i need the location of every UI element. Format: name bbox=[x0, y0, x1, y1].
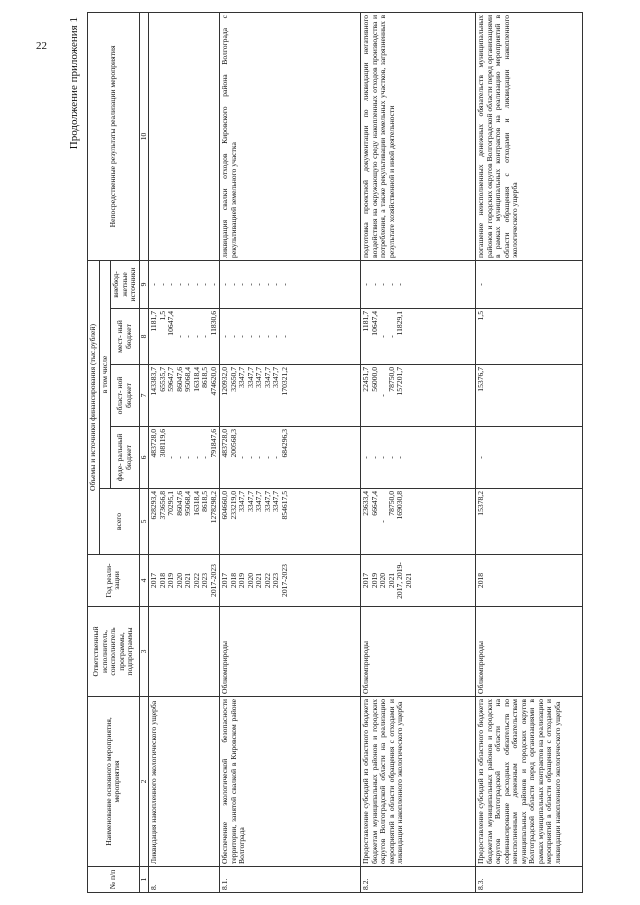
value: - bbox=[279, 335, 289, 338]
measure-name: Предоставление субсидий из областного бюджета бюджетам муниципальных районов и городских округов Волгоградской области на реализацию мероприятий в области обращения с отходами и ликвидации накопленного экологического ущерба bbox=[361, 697, 476, 867]
value: - bbox=[254, 335, 263, 338]
local-cell bbox=[361, 309, 476, 365]
appendix-label: Продолжение приложения 1 bbox=[68, 17, 80, 150]
value: - bbox=[183, 283, 192, 286]
value: 23633,4 bbox=[361, 491, 370, 516]
value: 11830,6 bbox=[208, 311, 218, 336]
value: - bbox=[476, 456, 485, 459]
value: 15378,2 bbox=[476, 491, 485, 516]
value: 120932,0 bbox=[220, 367, 229, 396]
value: - bbox=[361, 283, 370, 286]
value: - bbox=[476, 283, 485, 286]
value: - bbox=[361, 456, 370, 459]
header-no: № п/п bbox=[88, 867, 140, 893]
value: - bbox=[174, 283, 184, 286]
value: 95068,4 bbox=[183, 491, 192, 516]
local-cell bbox=[476, 309, 583, 365]
regional-cell bbox=[361, 365, 476, 427]
local-cell bbox=[220, 309, 361, 365]
value: 3347,7 bbox=[237, 367, 246, 388]
value: - bbox=[386, 335, 396, 338]
regional-cell bbox=[149, 365, 220, 427]
year: 2019 bbox=[237, 572, 246, 589]
header-extra: внебюд- жетные источники bbox=[111, 260, 140, 308]
header-year: Год реали- зации bbox=[88, 555, 140, 607]
value: 1,5 bbox=[157, 311, 167, 321]
year: 2017 bbox=[361, 572, 370, 589]
executor: Облкомприроды bbox=[361, 607, 476, 697]
column-number: 4 bbox=[139, 555, 149, 607]
year: 2020 bbox=[174, 572, 184, 589]
value: - bbox=[245, 335, 255, 338]
value: 95068,4 bbox=[183, 367, 192, 392]
year: 2018 bbox=[157, 572, 167, 589]
extra-cell bbox=[149, 260, 220, 308]
value: - bbox=[149, 283, 158, 286]
value: 1181,7 bbox=[361, 311, 370, 332]
measure-name: Обеспечение экологической безопасности территории, занятой свалкой в Кировском районе Волгограда bbox=[220, 697, 361, 867]
year: 2023 bbox=[271, 572, 280, 589]
value: - bbox=[191, 335, 201, 338]
value: 78750,0 bbox=[386, 491, 396, 516]
result: ликвидация свалки отходов Кировского района Волгограда с рекультивацией земельного участка bbox=[220, 12, 361, 260]
header-total: всего bbox=[99, 489, 139, 555]
value: - bbox=[262, 456, 272, 459]
year: 2017-2023 bbox=[208, 564, 218, 597]
result: погашение неисполненных денежных обязательств муниципальных районов и городских округов Волгоградской области перед организациями в рамках муниципальных контрактов на реализацию мероприятий в области обращения с отходами и ликвидации накопленного экологического ущерба bbox=[476, 12, 583, 260]
value: 10647,4 bbox=[166, 311, 175, 336]
value: 684296,3 bbox=[279, 429, 289, 458]
value: 3347,7 bbox=[271, 367, 280, 388]
column-number: 6 bbox=[139, 427, 149, 489]
value: - bbox=[395, 283, 404, 286]
regional-cell bbox=[476, 365, 583, 427]
row-number: 8.3. bbox=[476, 867, 583, 893]
value: 11829,1 bbox=[395, 311, 404, 336]
value: - bbox=[245, 456, 255, 459]
value: - bbox=[245, 283, 255, 286]
value: 483728,0 bbox=[220, 429, 229, 458]
column-number: 7 bbox=[139, 365, 149, 427]
value: 474620,0 bbox=[208, 367, 218, 396]
year: 2021 bbox=[183, 572, 192, 589]
header-including: в том числе bbox=[99, 260, 111, 488]
value: 373656,8 bbox=[157, 491, 167, 520]
column-number: 8 bbox=[139, 309, 149, 365]
value: - bbox=[183, 456, 192, 459]
result: подготовка проектной документации по ликвидации негативного воздействия на окружающую среду накопленных отходов производства и потребления, а также рекультивации земельных участков, загрязненных в результате хозяйственной и иной деятельности bbox=[361, 12, 476, 260]
column-number: 2 bbox=[139, 697, 149, 867]
years-cell bbox=[476, 555, 583, 607]
column-number: 10 bbox=[139, 12, 149, 260]
value: - bbox=[262, 335, 272, 338]
measure-name: Ликвидация накопленного экологического ущерба bbox=[149, 697, 220, 867]
value: - bbox=[237, 335, 246, 338]
years-cell bbox=[220, 555, 361, 607]
header-regional: област- ной бюджет bbox=[111, 365, 140, 427]
column-number: 1 bbox=[139, 867, 149, 893]
federal-cell bbox=[476, 427, 583, 489]
value: 791847,6 bbox=[208, 429, 218, 458]
executor: Облкомприроды bbox=[220, 607, 361, 697]
table-row bbox=[149, 12, 220, 892]
result bbox=[149, 12, 220, 260]
value: 1181,7 bbox=[149, 311, 158, 332]
value: 157201,7 bbox=[395, 367, 404, 396]
value: - bbox=[183, 335, 192, 338]
value: - bbox=[279, 283, 289, 286]
value: 86047,6 bbox=[174, 367, 184, 392]
column-number: 5 bbox=[139, 489, 149, 555]
value: - bbox=[220, 335, 229, 338]
rotated-page-content bbox=[65, 13, 625, 893]
value: - bbox=[228, 283, 238, 286]
value: - bbox=[157, 283, 167, 286]
year: 2018 bbox=[476, 572, 485, 589]
year: 2017 bbox=[220, 572, 229, 589]
column-number: 9 bbox=[139, 260, 149, 308]
value: 604660,0 bbox=[220, 491, 229, 520]
header-results: Непосредственные результаты реализации мероприятия bbox=[88, 12, 140, 260]
federal-cell bbox=[361, 427, 476, 489]
value: 3347,7 bbox=[262, 491, 272, 512]
extra-cell bbox=[476, 260, 583, 308]
value: 483728,0 bbox=[149, 429, 158, 458]
value: 59647,7 bbox=[166, 367, 175, 392]
value: - bbox=[378, 520, 387, 523]
value: - bbox=[386, 456, 396, 459]
value: - bbox=[369, 456, 379, 459]
year: 2020 bbox=[245, 572, 255, 589]
page-number: 22 bbox=[36, 40, 47, 52]
value: 3347,7 bbox=[271, 491, 280, 512]
value: - bbox=[395, 456, 404, 459]
financing-table bbox=[87, 12, 583, 893]
value: - bbox=[208, 283, 218, 286]
value: 1278298,2 bbox=[208, 491, 218, 524]
value: 10647,4 bbox=[369, 311, 379, 336]
value: 854617,5 bbox=[279, 491, 289, 520]
year: 2023 bbox=[200, 572, 209, 589]
value: - bbox=[200, 335, 209, 338]
value: - bbox=[262, 283, 272, 286]
years-cell bbox=[149, 555, 220, 607]
total-cell bbox=[149, 489, 220, 555]
value: 15376,7 bbox=[476, 367, 485, 392]
years-cell bbox=[361, 555, 476, 607]
value: - bbox=[166, 456, 175, 459]
value: - bbox=[254, 456, 263, 459]
table-row bbox=[361, 12, 476, 892]
total-cell bbox=[476, 489, 583, 555]
value: - bbox=[174, 335, 184, 338]
value: 169030,8 bbox=[395, 491, 404, 520]
year: 2019 bbox=[369, 572, 379, 589]
value: - bbox=[220, 283, 229, 286]
value: 200568,3 bbox=[228, 429, 238, 458]
value: - bbox=[237, 283, 246, 286]
value: 86047,6 bbox=[174, 491, 184, 516]
value: - bbox=[200, 456, 209, 459]
value: 3347,7 bbox=[254, 367, 263, 388]
value: - bbox=[378, 456, 387, 459]
header-volumes: Объемы и источники финансирования (тыс.рублей) bbox=[88, 260, 100, 554]
header-local: мест- ный бюджет bbox=[111, 309, 140, 365]
value: - bbox=[378, 335, 387, 338]
value: - bbox=[271, 283, 280, 286]
value: 3347,7 bbox=[262, 367, 272, 388]
value: - bbox=[378, 283, 387, 286]
year: 2021 bbox=[254, 572, 263, 589]
executor bbox=[149, 607, 220, 697]
table-row bbox=[476, 12, 583, 892]
value: 22451,7 bbox=[361, 367, 370, 392]
value: 3347,7 bbox=[245, 367, 255, 388]
value: 3347,7 bbox=[237, 491, 246, 512]
column-number: 3 bbox=[139, 607, 149, 697]
value: 56000,0 bbox=[369, 367, 379, 392]
header-executor: Ответственный исполнитель, соисполнитель программы, подпрограммы bbox=[88, 607, 140, 697]
header-row-1 bbox=[88, 12, 100, 892]
total-cell bbox=[220, 489, 361, 555]
year: 2022 bbox=[191, 572, 201, 589]
year: 2017 bbox=[149, 572, 158, 589]
value: - bbox=[386, 283, 396, 286]
value: 308119,6 bbox=[157, 429, 167, 458]
year: 2022 bbox=[262, 572, 272, 589]
value: 32650,7 bbox=[228, 367, 238, 392]
measure-name: Предоставление субсидий из областного бюджета бюджетам муниципальных районов и городских округов Волгоградской области на софинансирование расходных обязательств по неисполненным денежным обязательствам муниципальных районов и городских округов Волгоградской области перед организациями в рамках муниципальных контрактов на реализацию мероприятий в области обращения с отходами и ликвидации накопленного экологического ущерба bbox=[476, 697, 583, 867]
value: - bbox=[191, 283, 201, 286]
executor: Облкомприроды bbox=[476, 607, 583, 697]
value: - bbox=[271, 335, 280, 338]
value: 233219,0 bbox=[228, 491, 238, 520]
value: - bbox=[369, 283, 379, 286]
value: 70295,1 bbox=[166, 491, 175, 516]
extra-cell bbox=[220, 260, 361, 308]
value: 16318,4 bbox=[191, 367, 201, 392]
value: - bbox=[166, 283, 175, 286]
regional-cell bbox=[220, 365, 361, 427]
value: - bbox=[237, 456, 246, 459]
value: 78750,0 bbox=[386, 367, 396, 392]
total-cell bbox=[361, 489, 476, 555]
value: - bbox=[254, 283, 263, 286]
local-cell bbox=[149, 309, 220, 365]
column-number-row bbox=[139, 12, 149, 892]
value: 628293,4 bbox=[149, 491, 158, 520]
row-number: 8.1. bbox=[220, 867, 361, 893]
value: - bbox=[271, 456, 280, 459]
value: - bbox=[174, 456, 184, 459]
row-number: 8. bbox=[149, 867, 220, 893]
header-name: Наименование основного мероприятия, мероприятия bbox=[88, 697, 140, 867]
value: - bbox=[191, 456, 201, 459]
value: - bbox=[228, 335, 238, 338]
year: 2017-2023 bbox=[279, 564, 289, 597]
value: 8618,5 bbox=[200, 367, 209, 388]
year: 2020 bbox=[378, 572, 387, 589]
table-row bbox=[220, 12, 361, 892]
year: 2019 bbox=[166, 572, 175, 589]
value: 170321,2 bbox=[279, 367, 289, 396]
value: 16318,4 bbox=[191, 491, 201, 516]
year: 2017, 2019-2021 bbox=[395, 562, 413, 599]
header-federal: феде- ральный бюджет bbox=[111, 427, 140, 489]
federal-cell bbox=[220, 427, 361, 489]
value: 65535,7 bbox=[157, 367, 167, 392]
value: - bbox=[378, 394, 387, 397]
row-number: 8.2. bbox=[361, 867, 476, 893]
value: 1,5 bbox=[476, 311, 485, 321]
value: 66647,4 bbox=[369, 491, 379, 516]
value: 3347,7 bbox=[254, 491, 263, 512]
extra-cell bbox=[361, 260, 476, 308]
year: 2018 bbox=[228, 572, 238, 589]
year: 2021 bbox=[386, 572, 396, 589]
value: 8618,5 bbox=[200, 491, 209, 512]
value: 143383,7 bbox=[149, 367, 158, 396]
value: - bbox=[200, 283, 209, 286]
federal-cell bbox=[149, 427, 220, 489]
value: 3347,7 bbox=[245, 491, 255, 512]
